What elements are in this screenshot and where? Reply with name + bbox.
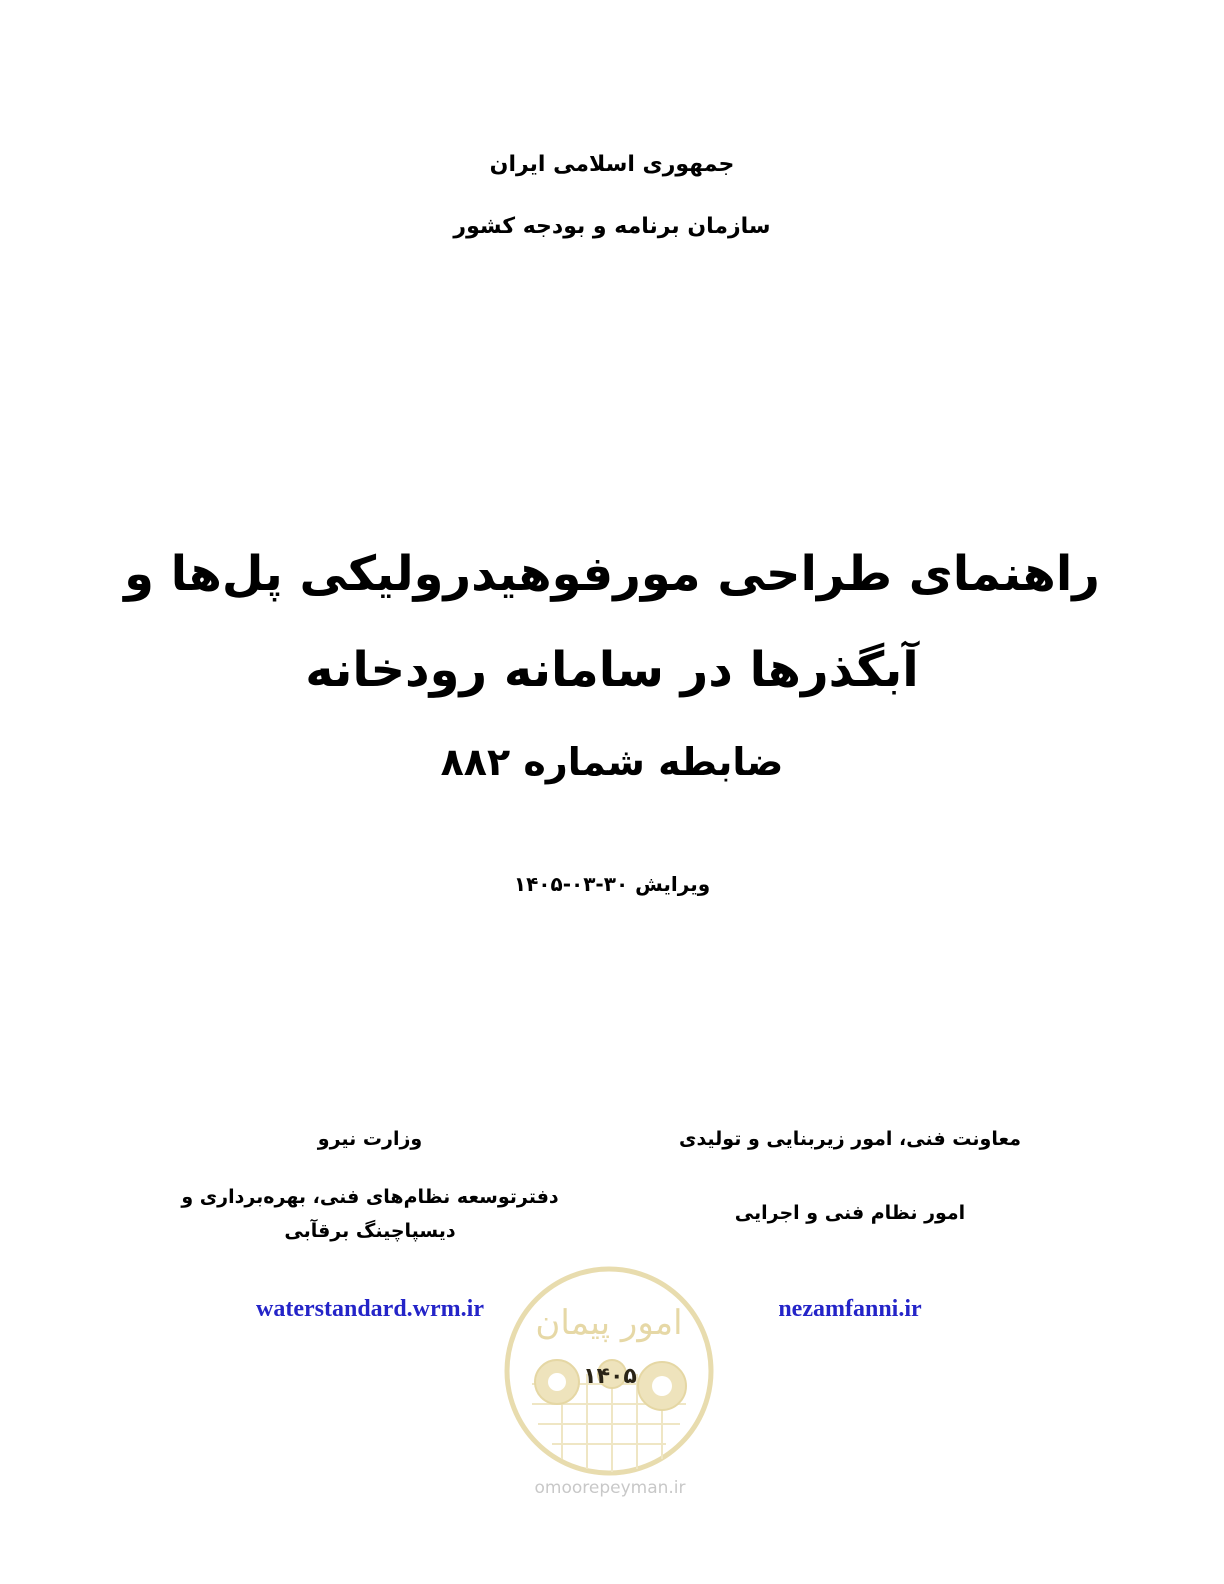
country-name: جمهوری اسلامی ایران [489, 152, 735, 177]
waterstandard-link[interactable]: waterstandard.wrm.ir [256, 1296, 484, 1322]
seal-logo-text: امور پیمان [535, 1303, 683, 1343]
ministry-name: وزارت نیرو [317, 1128, 423, 1150]
publication-year: ۱۴۰۵ [583, 1364, 637, 1389]
edition-date: ویرایش ۳۰-۰۳-۱۴۰۵ [513, 872, 711, 896]
watermark-site: omoorepeyman.ir [534, 1478, 686, 1498]
nezamfanni-link[interactable]: nezamfanni.ir [778, 1296, 922, 1322]
ministry-department: دفترتوسعه نظام‌های فنی، بهره‌برداری و دیسپاچینگ برقآبی [181, 1186, 559, 1242]
organization-name: سازمان برنامه و بودجه کشور [453, 214, 771, 239]
document-title-line-2: آبگذرها در سامانه رودخانه [305, 642, 919, 698]
deputy-office: معاونت فنی، امور زیربنایی و تولیدی [679, 1128, 1021, 1150]
standard-number: ضابطه شماره ۸۸۲ [440, 740, 784, 784]
document-title-line-1: راهنمای طراحی مورفوهیدرولیکی پل‌ها و [124, 546, 1100, 602]
technical-affairs-office: امور نظام فنی و اجرایی [734, 1202, 966, 1224]
